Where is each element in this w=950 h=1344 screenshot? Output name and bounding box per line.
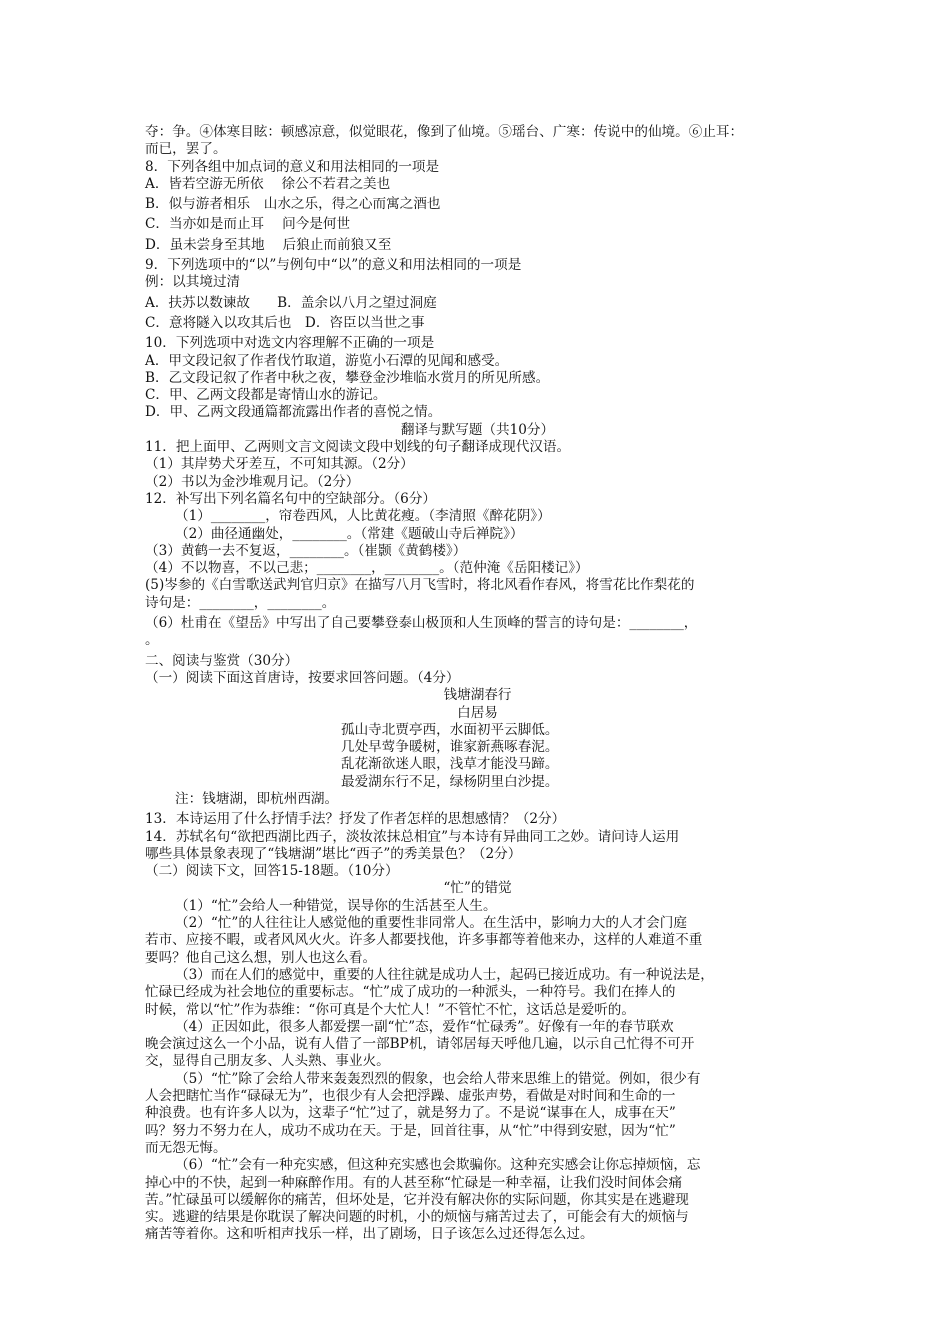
question-14: 14．苏轼名句“欲把西湖比西子，淡妆浓抹总相宜”与本诗有异曲同工之妙。请问诗人运用: [145, 828, 680, 845]
essay-line: 掉心中的不快，起到一种麻醉作用。有的人甚至称“忙碌是一种幸福，让我们没时间体会痛: [145, 1174, 683, 1191]
question-8-option-d: D．虽未尝身至其地 后狼止而前狼又至: [145, 236, 392, 253]
question-12-part-6: （6）杜甫在《望岳》中写出了自己要攀登泰山极顶和人生顶峰的誓言的诗句是：________，: [145, 615, 698, 632]
question-10-option-b: B．乙文段记叙了作者中秋之夜，攀登金沙堆临水赏月的所见所感。: [145, 369, 550, 386]
text-line: 夺：争。④体寒目眩：顿感凉意，似觉眼花，像到了仙境。⑤瑶台、广寒：传说中的仙境。⑥止耳：: [145, 124, 744, 140]
question-10-option-d: D．甲、乙两文段通篇都流露出作者的喜悦之情。: [145, 404, 442, 421]
question-12-stem: 12．补写出下列名篇名句中的空缺部分。（6分）: [145, 490, 437, 507]
essay-line: 吗？努力不努力在人，成功不成功在天。于是，回首往事，从“忙”中得到安慰，因为“忙”: [145, 1122, 676, 1139]
question-12-part-5-answer: 诗句是：________，________。: [145, 594, 336, 611]
essay-paragraph-6: （6）“忙”会有一种充实感，但这种充实感也会欺骗你。这种充实感会让你忘掉烦恼，忘: [175, 1157, 701, 1174]
subsection-heading-poem: （一）阅读下面这首唐诗，按要求回答问题。（4分）: [145, 669, 460, 686]
essay-line: 种浪费。也有许多人以为，这辈子“忙”过了，就是努力了。不是说“谋事在人，成事在天”: [145, 1105, 676, 1122]
subsection-heading-essay: （二）阅读下文，回答15-18题。（10分）: [145, 863, 399, 880]
question-12-part-3: （3）黄鹤一去不复返，________。（崔颢《黄鹤楼》）: [145, 542, 467, 559]
essay-line: 忙碌已经成为社会地位的重要标志。“忙”成了成功的一种派头，一种符号。我们在捧人的: [145, 984, 676, 1001]
poem-title: 钱塘湖春行: [443, 687, 512, 704]
text-line: 而已，罢了。: [145, 141, 227, 158]
poem-line: 几处早莺争暖树，谁家新燕啄春泥。: [341, 739, 559, 756]
question-8-option-b: B．似与游者相乐 山水之乐，得之心而寓之酒也: [145, 196, 441, 213]
question-10-option-c: C．甲、乙两文段都是寄情山水的游记。: [145, 387, 387, 404]
question-9-example: 例：以其境过清: [145, 274, 241, 291]
essay-line: 人会把瞎忙当作“碌碌无为”，也很少有人会把浮躁、虚张声势，看做是对时间和生命的一: [145, 1088, 676, 1105]
essay-paragraph-1: （1）“忙”会给人一种错觉，误导你的生活甚至人生。: [175, 897, 497, 914]
question-9-options-ab: A．扶苏以数谏故 B．盖余以八月之望过洞庭: [145, 294, 437, 311]
poem-author: 白居易: [457, 704, 498, 721]
essay-paragraph-3: （3）而在人们的感觉中，重要的人往往就是成功人士，起码已接近成功。有一种说法是，: [175, 966, 714, 983]
question-12-part-6-end: 。: [145, 632, 159, 649]
question-8-stem: 8．下列各组中加点词的意义和用法相同的一项是: [145, 158, 440, 175]
essay-paragraph-2: （2）“忙”的人往往让人感觉他的重要性非同常人。在生活中，影响力大的人才会门庭: [175, 915, 687, 932]
document-page: [145, 124, 810, 1244]
essay-line: 痛苦等着你。这和听相声找乐一样，出了剧场，日子该怎么过还得怎么过。: [145, 1226, 594, 1243]
question-11-part-1: （1）其岸势犬牙差互，不可知其源。（2分）: [145, 456, 414, 473]
question-9-stem: 9．下列选项中的“以”与例句中“以”的意义和用法相同的一项是: [145, 257, 522, 274]
poem-line: 孤山寺北贾亭西，水面初平云脚低。: [341, 721, 559, 738]
question-10-stem: 10．下列选项中对选文内容理解不正确的一项是: [145, 335, 435, 352]
question-13: 13．本诗运用了什么抒情手法？抒发了作者怎样的思想感情？（2分）: [145, 811, 566, 828]
essay-title: “忙”的错觉: [443, 880, 512, 897]
essay-line: 晚会演过这么一个小品，说有人借了一部BP机，请邻居每天呼他几遍，以示自己忙得不可开: [145, 1036, 695, 1053]
question-14-cont: 哪些具体景象表现了“钱塘湖”堪比“西子”的秀美景色？（2分）: [145, 845, 522, 862]
question-10-option-a: A．甲文段记叙了作者伐竹取道，游览小石潭的见闻和感受。: [145, 352, 509, 369]
section-heading-translation: 翻译与默写题（共10分）: [400, 421, 555, 438]
question-9-options-cd: C．意将隧入以攻其后也 D．咨臣以当世之事: [145, 314, 425, 331]
question-8-option-c: C．当亦如是而止耳 问今是何世: [145, 216, 351, 233]
essay-line: 实。逃避的结果是你耽误了解决问题的时机，小的烦恼与痛苦过去了，可能会有大的烦恼与: [145, 1209, 689, 1226]
question-12-part-5: (5)岑参的《白雪歌送武判官归京》在描写八月飞雪时，将北风看作春风，将雪花比作梨花的: [145, 577, 695, 594]
essay-line: 苦。”忙碌虽可以缓解你的痛苦，但坏处是，它并没有解决你的实际问题，你其实是在逃避现: [145, 1191, 689, 1208]
poem-line: 乱花渐欲迷人眼，浅草才能没马蹄。: [341, 756, 559, 773]
question-8-option-a: A．皆若空游无所依 徐公不若君之美也: [145, 175, 391, 192]
essay-line: 要吗？他自己这么想，别人也这么看。: [145, 949, 377, 966]
question-11-part-2: （2）书以为金沙堆观月记。（2分）: [145, 473, 360, 490]
poem-line: 最爱湖东行不足，绿杨阴里白沙提。: [341, 773, 559, 790]
essay-line: 交，显得自己朋友多、人头熟、事业火。: [145, 1053, 390, 1070]
question-12-part-2: （2）曲径通幽处，________。（常建《题破山寺后禅院》）: [175, 525, 524, 542]
essay-paragraph-4: （4）正因如此，很多人都爱摆一副“忙”态，爱作“忙碌秀”。好像有一年的春节联欢: [175, 1018, 674, 1035]
essay-line: 时候，常以“忙”作为恭维：“你可真是个大忙人！”不管忙不忙，这话总是爱听的。: [145, 1001, 635, 1018]
question-12-part-4: （4）不以物喜，不以己悲；________，________。（范仲淹《岳阳楼记》）: [145, 560, 589, 577]
essay-paragraph-5: （5）“忙”除了会给人带来轰轰烈烈的假象，也会给人带来思维上的错觉。例如，很少有: [175, 1070, 701, 1087]
essay-line: 而无怨无悔。: [145, 1139, 227, 1156]
section-heading-reading: 二、阅读与鉴赏（30分）: [145, 652, 299, 669]
essay-line: 若市、应接不暇，或者风风火火。许多人都要找他，许多事都等着他来办，这样的人难道不重: [145, 932, 703, 949]
question-12-part-1: （1）________，帘卷西风，人比黄花瘦。（李清照《醉花阴》）: [175, 508, 551, 525]
question-11-stem: 11．把上面甲、乙两则文言文阅读文段中划线的句子翻译成现代汉语。: [145, 439, 571, 456]
poem-note: 注：钱塘湖，即杭州西湖。: [175, 790, 339, 807]
